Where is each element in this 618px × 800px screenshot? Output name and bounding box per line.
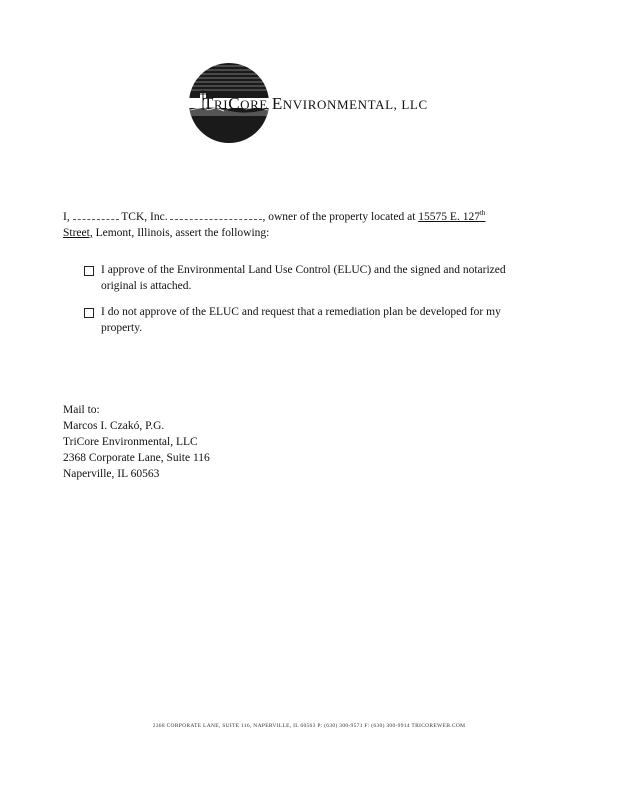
company-letter-e: E <box>271 94 283 113</box>
company-letter-t: T <box>203 94 214 113</box>
property-address <box>418 211 485 223</box>
blank-field[interactable] <box>170 209 262 220</box>
ownership-statement <box>63 209 543 241</box>
address-ordinal: th <box>479 209 486 218</box>
mail-to-block <box>63 402 210 482</box>
footer-contact: 2368 CORPORATE LANE, SUITE 116, NAPERVILLE, IL 60563 P: (630) 300-9571 F: (630) 300-9914 TRICOREWEB.COM <box>152 723 466 729</box>
statement-prefix: I, <box>63 211 70 223</box>
mail-company: TriCore Environmental, LLC <box>63 436 198 448</box>
company-text-ri: RI <box>213 97 229 112</box>
disapprove-option-text: I do not approve of the ELUC and request that a remediation plan be developed for my property. <box>101 306 501 334</box>
company-name <box>203 94 428 114</box>
company-text-nvironmental: NVIRONMENTAL <box>282 97 394 112</box>
mail-street: 2368 Corporate Lane, Suite 116 <box>63 452 210 464</box>
disapprove-option[interactable] <box>84 305 544 336</box>
disapprove-checkbox[interactable] <box>84 308 94 318</box>
city-suffix: Lemont, Illinois, assert the following: <box>92 226 270 239</box>
company-text-llc: , LLC <box>393 97 428 112</box>
owner-name: TCK, Inc. <box>121 211 168 223</box>
blank-field[interactable] <box>73 209 119 220</box>
company-letter-c: C <box>228 94 241 113</box>
mail-heading: Mail to: <box>63 404 100 416</box>
approve-option-text: I approve of the Environmental Land Use Control (ELUC) and the signed and notarized original is attached. <box>101 264 506 292</box>
mail-name: Marcos I. Czakó, P.G. <box>63 420 165 432</box>
address-street: Street, <box>63 226 93 239</box>
owner-suffix: , owner of the property located at <box>262 211 416 223</box>
approve-checkbox[interactable] <box>84 266 94 276</box>
mail-city: Naperville, IL 60563 <box>63 468 160 480</box>
company-text-ore: ORE <box>240 97 268 112</box>
approve-option[interactable] <box>84 263 544 294</box>
address-number: 15575 E. 127 <box>418 211 480 223</box>
